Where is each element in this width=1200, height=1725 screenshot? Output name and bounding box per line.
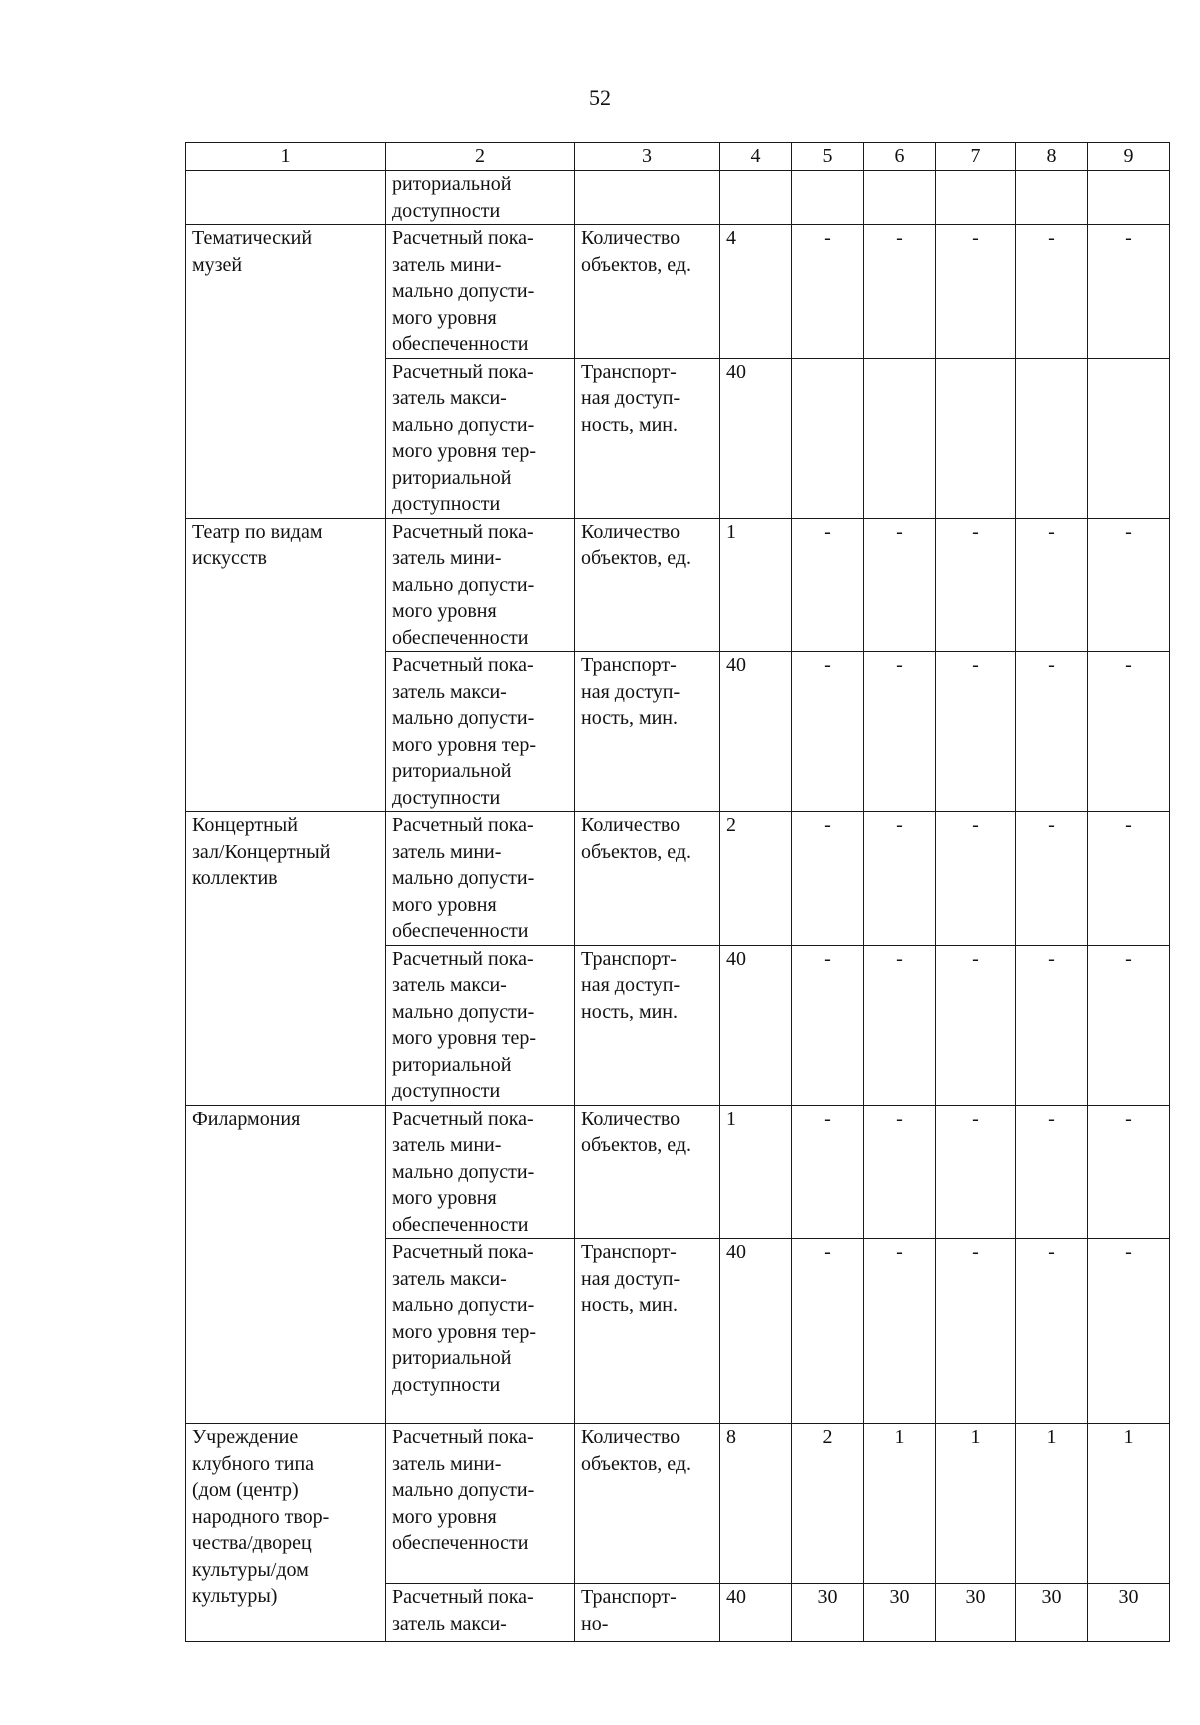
indicator-cell	[386, 225, 575, 359]
empty-cell	[575, 171, 720, 225]
text-line: обеспеченности	[392, 920, 529, 942]
object-name-theater	[186, 518, 386, 812]
text-line: затель мини-	[392, 1452, 502, 1475]
value-cell: 1	[1088, 1424, 1170, 1584]
text-line: Транспорт-	[581, 654, 677, 676]
text-line: Расчетный пока-	[392, 654, 534, 676]
text-line: зал/Концертный	[192, 840, 331, 863]
text-line: затель мини-	[392, 253, 502, 276]
empty-cell	[1016, 171, 1088, 225]
text-line: мально допусти-	[392, 573, 535, 596]
text-line: чества/дворец	[192, 1532, 312, 1554]
header-cell: 8	[1016, 143, 1088, 171]
value-cell: 30	[792, 1584, 864, 1642]
text-line: Транспорт-	[581, 947, 677, 970]
text-line: ная доступ-	[581, 387, 681, 409]
empty-cell	[936, 171, 1016, 225]
text-line: доступности	[392, 1373, 501, 1396]
value-cell: -	[1016, 812, 1088, 946]
text-line: доступности	[392, 493, 501, 515]
value-cell: 1	[936, 1424, 1016, 1584]
text-line: мально допусти-	[392, 280, 535, 302]
text-line: мально допусти-	[392, 413, 535, 436]
text-line: доступности	[392, 786, 501, 809]
text-line: но-	[581, 1612, 609, 1635]
unit-cell	[575, 225, 720, 359]
text-line: мально допусти-	[392, 1479, 535, 1501]
object-name-museum	[186, 225, 386, 519]
value-cell: -	[792, 812, 864, 946]
empty-cell	[864, 171, 936, 225]
value-cell: -	[1088, 652, 1170, 812]
text-line: доступности	[392, 1080, 501, 1102]
value-cell: -	[792, 225, 864, 359]
indicator-cell	[386, 518, 575, 652]
value-cell: 30	[1016, 1584, 1088, 1642]
empty-cell	[1088, 171, 1170, 225]
text-line: искусств	[192, 547, 267, 569]
text-line: Расчетный пока-	[392, 1241, 534, 1263]
text-line: ность, мин.	[581, 413, 679, 436]
value-cell	[936, 358, 1016, 518]
value-cell: 1	[864, 1424, 936, 1584]
header-cell: 5	[792, 143, 864, 171]
header-cell: 7	[936, 143, 1016, 171]
text-line: музей	[192, 253, 243, 276]
indicator-cell	[386, 652, 575, 812]
unit-cell	[575, 1424, 720, 1584]
text-line: затель макси-	[392, 974, 507, 996]
text-line: объектов, ед.	[581, 547, 692, 569]
text-line: мого уровня тер-	[392, 733, 536, 756]
value-cell-total: 8	[720, 1424, 792, 1584]
value-cell	[864, 358, 936, 518]
value-cell: -	[936, 518, 1016, 652]
text-line: мого уровня	[392, 1505, 497, 1528]
value-cell: 2	[792, 1424, 864, 1584]
text-line: объектов, ед.	[581, 1452, 692, 1475]
text-line: затель мини-	[392, 1134, 502, 1156]
value-cell: -	[936, 225, 1016, 359]
value-cell: -	[792, 945, 864, 1105]
object-name-club	[186, 1424, 386, 1642]
text-line: Транспорт-	[581, 1241, 677, 1263]
value-cell: -	[1016, 945, 1088, 1105]
value-cell-total: 40	[720, 1584, 792, 1642]
header-row	[186, 143, 1170, 171]
value-cell: 30	[864, 1584, 936, 1642]
text-line: клубного типа	[192, 1452, 315, 1475]
text-line: Расчетный пока-	[392, 360, 534, 383]
text-line: Количество	[581, 520, 681, 543]
value-cell-total: 2	[720, 812, 792, 946]
text-line: мально допусти-	[392, 1000, 535, 1023]
table-row	[186, 1424, 1170, 1584]
value-cell-total: 40	[720, 652, 792, 812]
continuation-indicator-cell	[386, 171, 575, 225]
text-line: Количество	[581, 814, 681, 836]
value-cell-total: 40	[720, 945, 792, 1105]
text-line: риториальной	[392, 1347, 512, 1369]
text-line: Транспорт-	[581, 1586, 677, 1608]
value-cell: -	[864, 225, 936, 359]
text-line: Расчетный пока-	[392, 1586, 534, 1608]
value-cell: -	[1088, 225, 1170, 359]
indicator-cell	[386, 945, 575, 1105]
value-cell: -	[864, 812, 936, 946]
table-row	[186, 225, 1170, 359]
text-line: Учреждение	[192, 1426, 299, 1448]
unit-cell	[575, 1105, 720, 1239]
value-cell	[1088, 358, 1170, 518]
value-cell: -	[792, 652, 864, 812]
text-line: объектов, ед.	[581, 840, 692, 863]
text-line: мого уровня	[392, 893, 497, 916]
value-cell-total: 4	[720, 225, 792, 359]
text-line: ная доступ-	[581, 680, 681, 703]
text-line: мально допусти-	[392, 1160, 535, 1183]
text-line: мально допусти-	[392, 1294, 535, 1316]
unit-cell	[575, 358, 720, 518]
text-line: мого уровня тер-	[392, 440, 536, 462]
value-cell: -	[936, 812, 1016, 946]
text-line: Расчетный пока-	[392, 227, 534, 249]
indicator-cell	[386, 1424, 575, 1584]
text-line: Расчетный пока-	[392, 520, 534, 543]
unit-cell	[575, 812, 720, 946]
value-cell: -	[936, 1239, 1016, 1424]
table-row	[186, 812, 1170, 946]
unit-cell	[575, 518, 720, 652]
text-line: обеспеченности	[392, 1213, 529, 1236]
text-line: Расчетный пока-	[392, 947, 534, 970]
text-line: затель макси-	[392, 680, 507, 703]
text-line: ная доступ-	[581, 1267, 681, 1290]
text-line: мого уровня	[392, 306, 497, 329]
text-line: народного твор-	[192, 1505, 330, 1528]
unit-cell	[575, 945, 720, 1105]
value-cell: 30	[936, 1584, 1016, 1642]
empty-cell	[720, 171, 792, 225]
value-cell-total: 40	[720, 358, 792, 518]
text-line: Театр по видам	[192, 520, 323, 543]
continuation-row	[186, 171, 1170, 225]
text-line: ная доступ-	[581, 974, 681, 996]
value-cell: -	[936, 1105, 1016, 1239]
text-line: затель макси-	[392, 1267, 507, 1290]
text-line: Расчетный пока-	[392, 1426, 534, 1448]
text-line: Расчетный пока-	[392, 1107, 534, 1130]
indicator-cell	[386, 1239, 575, 1424]
text-line: мого уровня тер-	[392, 1027, 536, 1049]
text-line: доступности	[392, 199, 501, 222]
header-cell: 9	[1088, 143, 1170, 171]
value-cell: -	[864, 1239, 936, 1424]
header-cell: 4	[720, 143, 792, 171]
text-line: коллектив	[192, 867, 278, 889]
text-line: мого уровня	[392, 600, 497, 622]
text-line: затель мини-	[392, 547, 502, 569]
value-cell: -	[864, 945, 936, 1105]
value-cell: -	[864, 652, 936, 812]
value-cell: -	[1088, 812, 1170, 946]
value-cell: -	[864, 1105, 936, 1239]
continuation-object-cell	[186, 171, 386, 225]
object-name-philharmonic	[186, 1105, 386, 1424]
indicator-cell	[386, 1584, 575, 1642]
indicator-cell	[386, 812, 575, 946]
text-line: Тематический	[192, 227, 313, 249]
value-cell: -	[864, 518, 936, 652]
text-line: ность, мин.	[581, 1294, 679, 1316]
header-cell: 6	[864, 143, 936, 171]
text-line: обеспеченности	[392, 1532, 529, 1554]
text-line: Транспорт-	[581, 360, 677, 383]
text-line: мально допусти-	[392, 707, 535, 729]
indicator-cell	[386, 358, 575, 518]
value-cell: -	[792, 1105, 864, 1239]
value-cell: 30	[1088, 1584, 1170, 1642]
value-cell: -	[1016, 1105, 1088, 1239]
value-cell: -	[1016, 652, 1088, 812]
unit-cell	[575, 652, 720, 812]
text-line: культуры/дом	[192, 1558, 309, 1581]
text-line: риториальной	[392, 173, 512, 195]
text-line: объектов, ед.	[581, 1134, 692, 1156]
text-line: (дом (центр)	[192, 1479, 299, 1501]
norms-table	[185, 142, 1170, 1642]
text-line: ность, мин.	[581, 1000, 679, 1023]
value-cell: 1	[1016, 1424, 1088, 1584]
table-row	[186, 1105, 1170, 1239]
text-line: затель макси-	[392, 387, 507, 409]
value-cell: -	[792, 518, 864, 652]
text-line: мого уровня	[392, 1187, 497, 1209]
unit-cell	[575, 1584, 720, 1642]
text-line: культуры)	[192, 1585, 278, 1607]
unit-cell	[575, 1239, 720, 1424]
value-cell-total: 1	[720, 518, 792, 652]
text-line: риториальной	[392, 466, 512, 489]
value-cell	[792, 358, 864, 518]
text-line: Количество	[581, 1107, 681, 1130]
header-cell: 1	[186, 143, 386, 171]
value-cell: -	[1088, 945, 1170, 1105]
value-cell-total: 1	[720, 1105, 792, 1239]
text-line: мого уровня тер-	[392, 1320, 536, 1343]
text-line: Количество	[581, 227, 681, 249]
text-line: затель мини-	[392, 840, 502, 863]
value-cell	[1016, 358, 1088, 518]
header-cell: 2	[386, 143, 575, 171]
value-cell: -	[1016, 518, 1088, 652]
value-cell: -	[1088, 1239, 1170, 1424]
text-line: объектов, ед.	[581, 253, 692, 276]
text-line: Расчетный пока-	[392, 814, 534, 836]
value-cell: -	[936, 945, 1016, 1105]
table-row	[186, 518, 1170, 652]
value-cell-total: 40	[720, 1239, 792, 1424]
text-line: обеспеченности	[392, 333, 529, 355]
value-cell: -	[792, 1239, 864, 1424]
value-cell: -	[1088, 518, 1170, 652]
text-line: ность, мин.	[581, 707, 679, 729]
empty-cell	[792, 171, 864, 225]
header-cell: 3	[575, 143, 720, 171]
value-cell: -	[1016, 225, 1088, 359]
text-line: Концертный	[192, 814, 298, 836]
text-line: Количество	[581, 1426, 681, 1448]
text-line: Филармония	[192, 1107, 301, 1130]
value-cell: -	[936, 652, 1016, 812]
indicator-cell	[386, 1105, 575, 1239]
page-number: 52	[589, 85, 611, 110]
text-line: мально допусти-	[392, 867, 535, 889]
object-name-concert	[186, 812, 386, 1106]
value-cell: -	[1016, 1239, 1088, 1424]
text-line: риториальной	[392, 1053, 512, 1076]
value-cell: -	[1088, 1105, 1170, 1239]
text-line: риториальной	[392, 760, 512, 782]
text-line: затель макси-	[392, 1612, 507, 1635]
text-line: обеспеченности	[392, 626, 529, 649]
